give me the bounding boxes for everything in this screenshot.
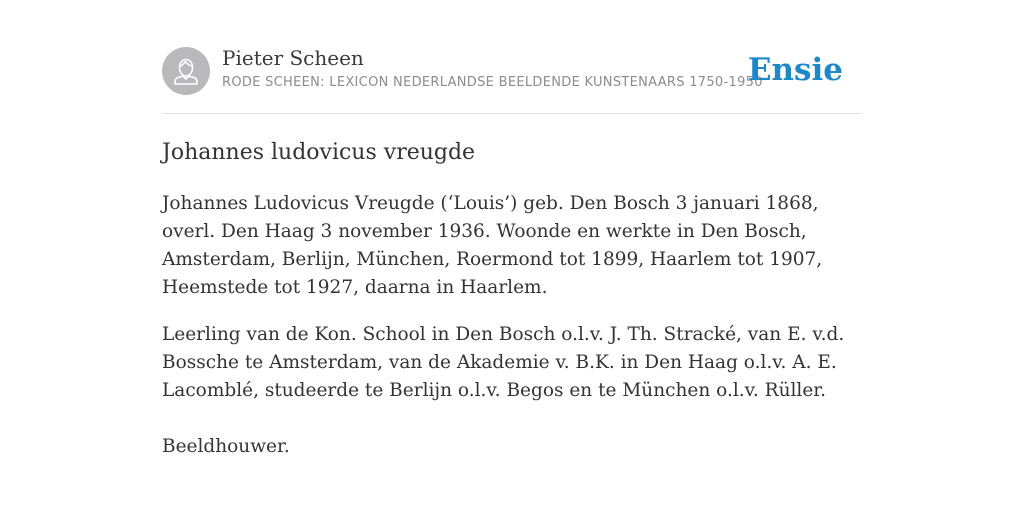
author-avatar[interactable] <box>162 47 210 95</box>
source-title[interactable]: RODE SCHEEN: LEXICON NEDERLANDSE BEELDENDE KUNSTENAARS 1750-1950 <box>222 75 763 90</box>
entry-paragraph-profession: Beeldhouwer. <box>162 436 290 457</box>
entry-paragraph-bio: Johannes Ludovicus Vreugde (‘Louis’) geb. Den Bosch 3 januari 1868, overl. Den Haag 3 november 1936. Woonde en werkte in Den Bosch, Amsterdam, Berlijn, München, Roermond tot 1899, Haarlem tot 1907, Heemstede tot 1927, daarna in Haarlem. <box>162 193 823 298</box>
author-name[interactable]: Pieter Scheen <box>222 46 364 70</box>
entry-paragraph-education: Leerling van de Kon. School in Den Bosch o.l.v. J. Th. Stracké, van E. v.d. Bossche te Amsterdam, van de Akademie v. B.K. in Den Haag o.l.v. A. E. Lacomblé, studeerde te Berlijn o.l.v. Begos en te München o.l.v. Rüller. <box>162 324 845 401</box>
entry-header <box>162 0 862 114</box>
entry-title: Johannes ludovicus vreugde <box>162 140 476 165</box>
brand-logo[interactable]: Ensie <box>747 52 843 88</box>
entry-card <box>162 0 862 461</box>
user-icon <box>162 47 210 95</box>
